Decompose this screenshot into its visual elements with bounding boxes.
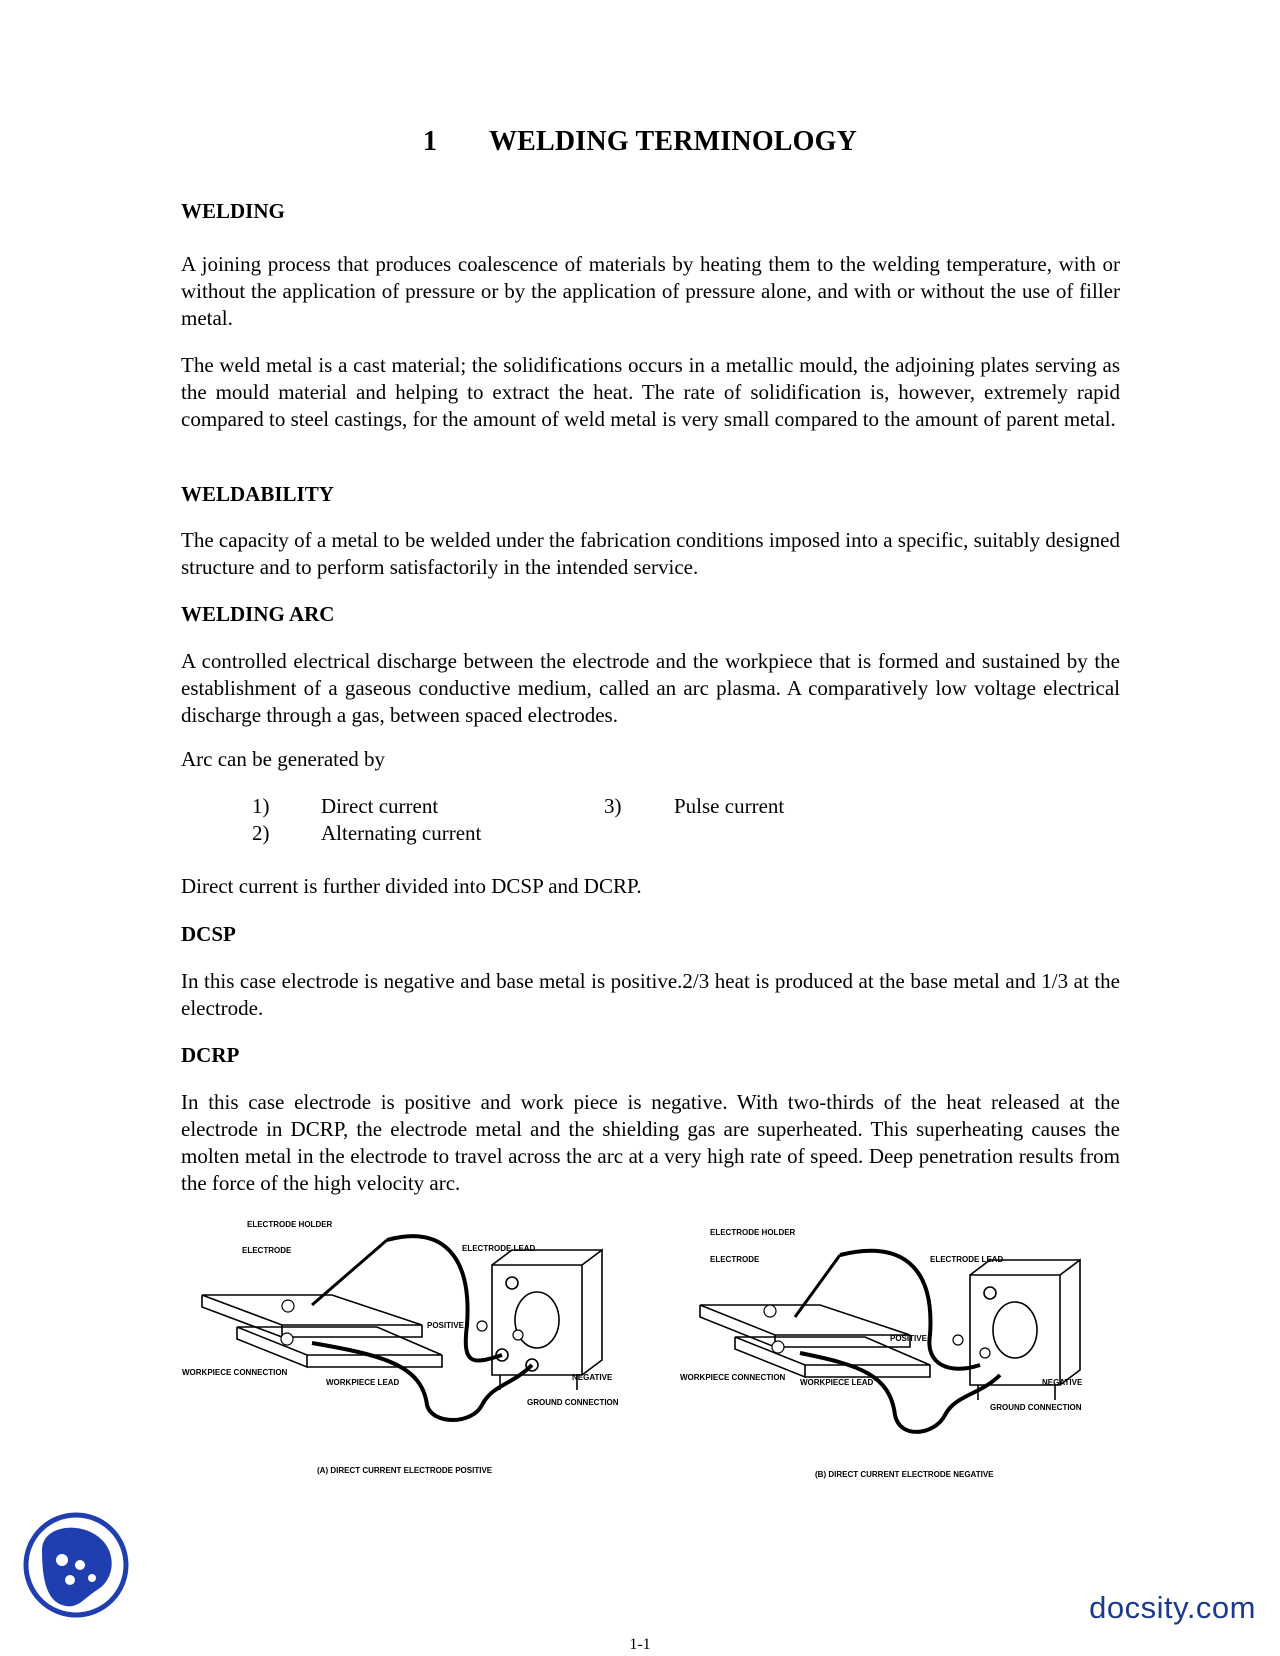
paragraph-direct-current: Direct current is further divided into DCSP and DCRP. [181,874,642,898]
workpiece-plates-drawing [202,1240,442,1367]
label-electrode-lead: ELECTRODE LEAD [930,1255,1004,1264]
heading-weldability: WELDABILITY [181,482,334,506]
heading-dcrp: DCRP [181,1043,240,1067]
label-electrode: ELECTRODE [710,1255,760,1264]
figure-dcep-diagram [182,1215,652,1475]
heading-welding: WELDING [181,199,285,223]
label-electrode-holder: ELECTRODE HOLDER [247,1220,333,1229]
label-negative: NEGATIVE [572,1373,613,1382]
label-negative: NEGATIVE [1042,1378,1083,1387]
docsity-brand-link[interactable]: docsity.com [1089,1590,1256,1625]
paragraph-welding-arc: A controlled electrical discharge between the electrode and the workpiece that is formed and sustained by the establishment of a gaseous conductive medium, called an arc plasma. A comparatively low voltage electrical discharge through a gas, between spaced electrodes. [181,649,1120,727]
label-positive: POSITIVE [427,1321,464,1330]
page-number: 1-1 [629,1636,651,1653]
label-workpiece-connection: WORKPIECE CONNECTION [182,1368,288,1377]
list-item: Alternating current [321,821,482,845]
paragraph-arc-generated: Arc can be generated by [181,747,386,771]
label-electrode-holder: ELECTRODE HOLDER [710,1228,796,1237]
label-workpiece-lead: WORKPIECE LEAD [800,1378,874,1387]
paragraph-weld-metal: The weld metal is a cast material; the solidifications occurs in a metallic mould, the adjoining plates serving as the mould material and helping to extract the heat. The rate of solidification is, however, extremely rapid compared to steel castings, for the amount of weld metal is very small compared to the amount of parent metal. [181,353,1120,431]
label-electrode: ELECTRODE [242,1246,292,1255]
figure-caption-b: (B) DIRECT CURRENT ELECTRODE NEGATIVE [815,1470,994,1479]
workpiece-plates-drawing [700,1255,930,1377]
list-item: Direct current [321,794,439,818]
figure-dcen-diagram [680,1225,1120,1485]
list-item: Pulse current [674,794,785,818]
label-workpiece-connection: WORKPIECE CONNECTION [680,1373,786,1382]
chapter-title: WELDING TERMINOLOGY [488,126,858,157]
paragraph-weldability: The capacity of a metal to be welded under the fabrication conditions imposed into a specific, suitably designed structure and to perform satisfactorily in the intended service. [181,528,1120,579]
label-positive: POSITIVE [890,1334,927,1343]
paragraph-dcrp: In this case electrode is positive and work piece is negative. With two-thirds of the heat released at the electrode in DCRP, the electrode metal and the shielding gas are superheated. This superheating causes the molten metal in the electrode to travel across the arc at a very high rate of speed. Deep penetration results from the force of the high velocity arc. [181,1090,1120,1195]
label-workpiece-lead: WORKPIECE LEAD [326,1378,400,1387]
page-title [0,126,1280,158]
welding-machine-drawing [492,1250,602,1390]
heading-welding-arc: WELDING ARC [181,602,335,626]
chapter-number: 1 [422,126,438,157]
list-number: 2) [252,821,270,845]
paragraph-welding-definition: A joining process that produces coalescence of materials by heating them to the welding temperature, with or without the application of pressure or by the application of pressure alone, and with or without the use of filler metal. [181,252,1120,330]
label-ground-connection: GROUND CONNECTION [990,1403,1082,1412]
list-number: 1) [252,794,270,818]
figure-caption-a: (A) DIRECT CURRENT ELECTRODE POSITIVE [317,1466,493,1475]
list-number: 3) [604,794,622,818]
label-ground-connection: GROUND CONNECTION [527,1398,619,1407]
docsity-logo-icon[interactable] [22,1510,130,1620]
label-electrode-lead: ELECTRODE LEAD [462,1244,536,1253]
heading-dcsp: DCSP [181,922,236,946]
paragraph-dcsp: In this case electrode is negative and base metal is positive.2/3 heat is produced at the base metal and 1/3 at the electrode. [181,969,1120,1020]
